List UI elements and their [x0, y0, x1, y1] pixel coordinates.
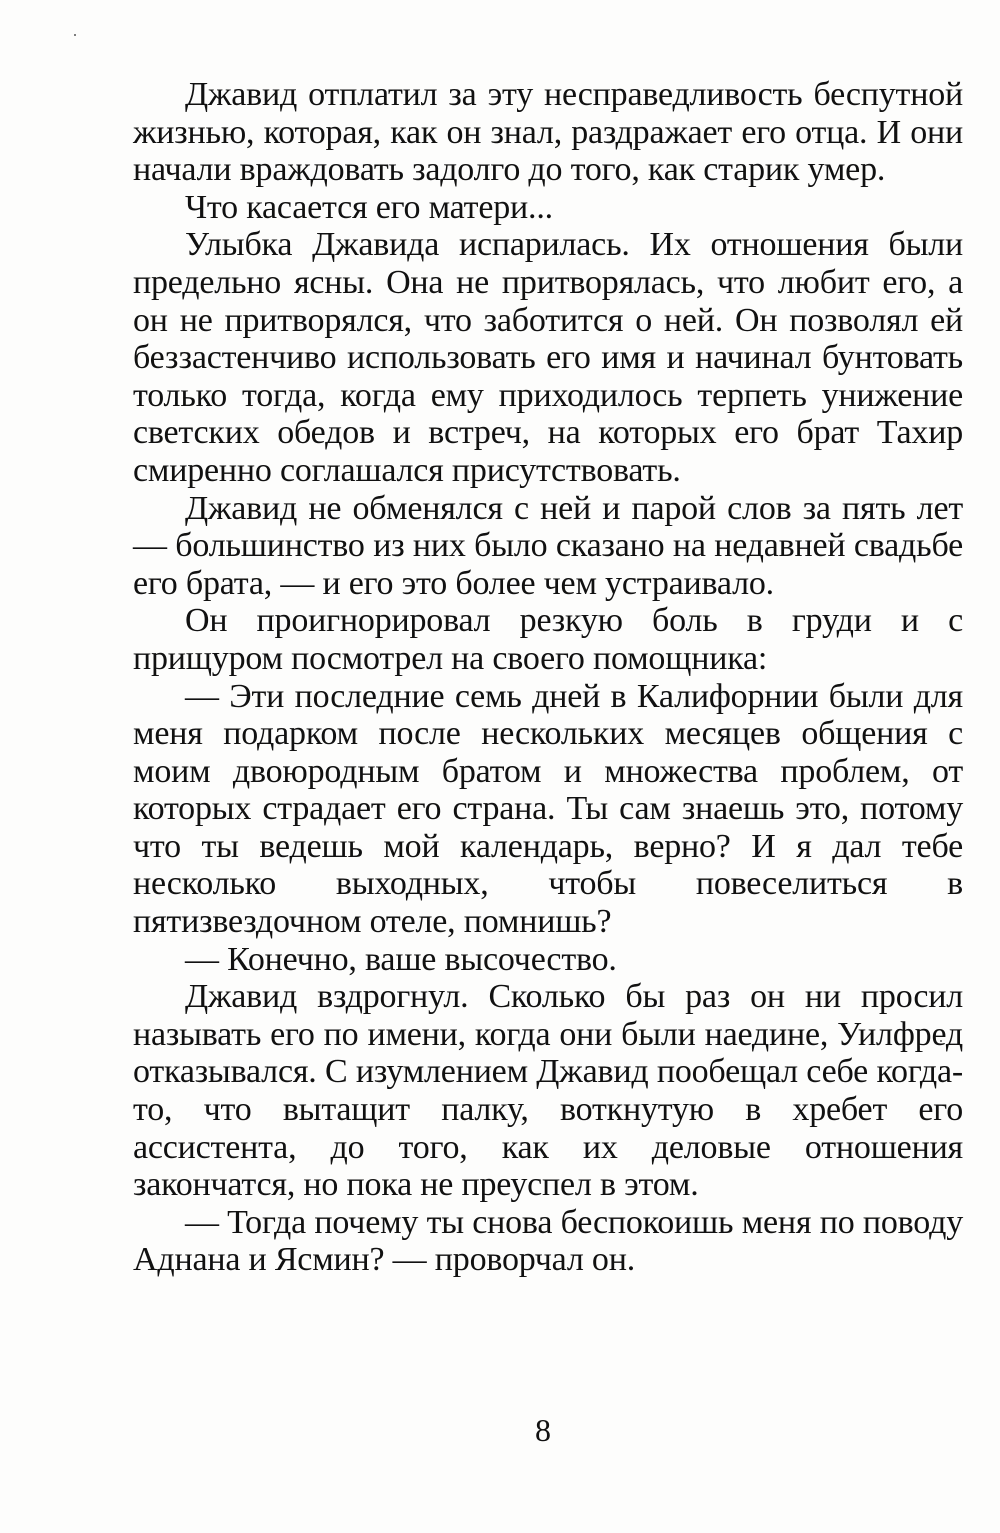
- paragraph: Джавид отплатил за эту несправедливость беспутной жизнью, которая, как он знал, раздражает его отца. И они начали враждовать задолго до того, как старик умер.: [133, 76, 963, 189]
- paragraph: Он проигнорировал резкую боль в груди и с прищуром посмотрел на своего помощника:: [133, 602, 963, 677]
- paragraph: — Тогда почему ты снова беспокоишь меня по поводу Аднана и Ясмин? — проворчал он.: [133, 1203, 963, 1279]
- scan-speck: [74, 34, 76, 36]
- paragraph: Улыбка Джавида испарилась. Их отношения были предельно ясны. Она не притворялась, что любит его, а он не притворялся, что заботится о ней. Он позволял ей беззастенчиво использовать его имя и начинал бунтовать только тогда, когда ему приходилось терпеть унижение светских обедов и встреч, на которых его брат Тахир смиренно соглашался присутствовать.: [133, 226, 963, 489]
- paragraph: Джавид вздрогнул. Сколько бы раз он ни просил называть его по имени, когда они были наедине, Уилфред отказывался. С изумлением Джавид пообещал себе когда-то, что вытащит палку, воткнутую в хребет его ассистента, до того, как их деловые отношения закончатся, но пока не преуспел в этом.: [133, 978, 963, 1204]
- body-text: [133, 76, 963, 1279]
- paragraph: — Конечно, ваше высочество.: [185, 940, 617, 978]
- paragraph: — Эти последние семь дней в Калифорнии были для меня подарком после нескольких месяцев общения с моим двоюродным братом и множества проблем, от которых страдает его страна. Ты сам знаешь это, потому что ты ведешь мой календарь, верно? И я дал тебе несколько выходных, чтобы повеселиться в пятизвездочном отеле, помнишь?: [133, 677, 963, 941]
- paragraph: Джавид не обменялся с ней и парой слов за пять лет — большинство из них было сказано на недавней свадьбе его брата, — и его это более чем устраивало.: [133, 489, 963, 602]
- page-number: 8: [535, 1412, 551, 1448]
- paragraph: Что касается его матери...: [185, 188, 553, 226]
